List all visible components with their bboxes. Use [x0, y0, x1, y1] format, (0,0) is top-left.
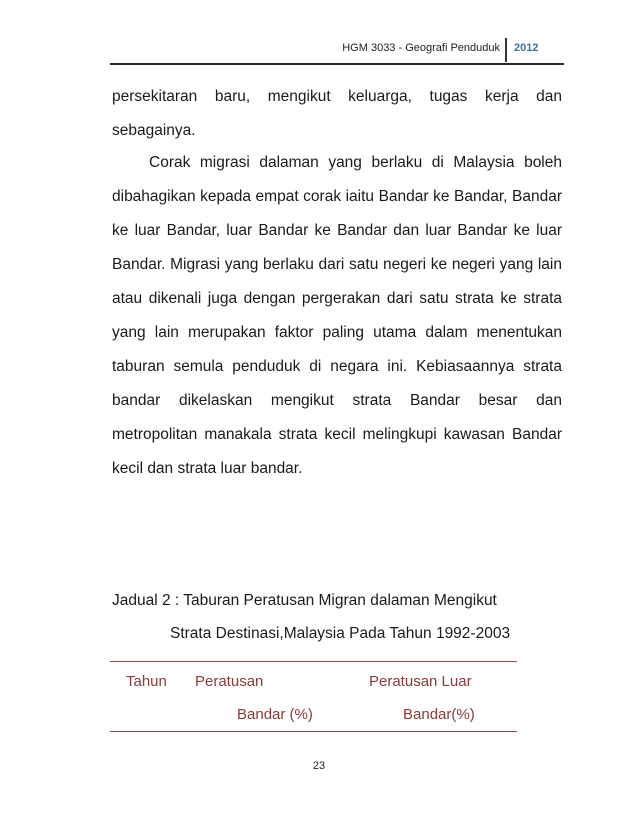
- header-separator: [505, 38, 507, 62]
- table-caption-line-1: Jadual 2 : Taburan Peratusan Migran dalaman Mengikut: [112, 592, 497, 609]
- table-caption-line-2: Strata Destinasi,Malaysia Pada Tahun 1992-2003: [170, 625, 511, 642]
- header-year: 2012: [514, 42, 539, 54]
- column-header-year: Tahun: [126, 673, 167, 690]
- column-header-urban-line-1: Peratusan: [195, 673, 264, 690]
- header-title: HGM 3033 - Geografi Penduduk: [342, 42, 500, 54]
- column-header-rural-line-2: Bandar(%): [403, 706, 475, 723]
- paragraph-2: Corak migrasi dalaman yang berlaku di Malaysia boleh dibahagikan kepada empat corak iaitu Bandar ke Bandar, Bandar ke luar Bandar, luar Bandar ke Bandar dan luar Bandar ke luar Bandar. Migrasi yang berlaku dari satu negeri ke negeri yang lain atau dikenali juga dengan pergerakan dari satu strata ke strata yang lain merupakan faktor paling utama dalam menentukan taburan semula penduduk di negara ini. Kebiasaannya strata bandar dikelaskan mengikut strata Bandar besar dan metropolitan manakala strata kecil melingkupi kawasan Bandar kecil dan strata luar bandar.: [112, 154, 562, 477]
- table-rule-top: [110, 661, 517, 662]
- table-rule-bottom: [110, 731, 517, 732]
- paragraph-1: persekitaran baru, mengikut keluarga, tugas kerja dan sebagainya.: [112, 88, 562, 139]
- header-rule: [110, 63, 564, 65]
- column-header-urban-line-2: Bandar (%): [237, 706, 313, 723]
- column-header-rural-line-1: Peratusan Luar: [369, 673, 472, 690]
- page-number: 23: [312, 760, 326, 772]
- page-header: [0, 38, 638, 60]
